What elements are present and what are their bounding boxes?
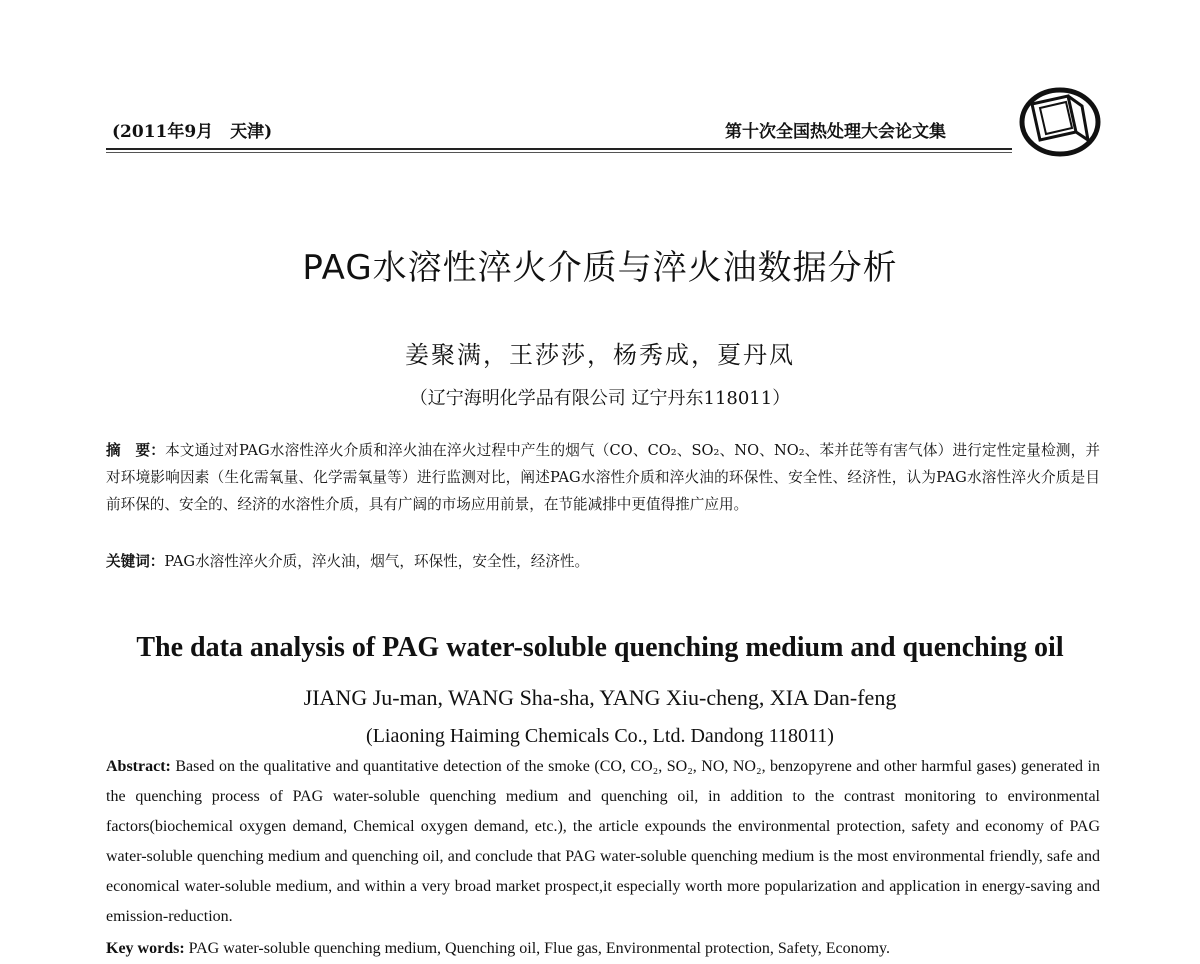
chinese-authors: 姜聚满，王莎莎，杨秀成，夏丹凤: [405, 341, 795, 369]
header-date-location: (2011年9月 天津): [112, 122, 273, 142]
chinese-abstract-text: 本文通过对PAG水溶性淬火介质和淬火油在淬火过程中产生的烟气（CO、CO₂、SO₂、NO、NO₂、苯并芘等有害气体）进行定性定量检测，并对环境影响因素（生化需氧量、化学需氧量等）进行监测对比，阐述PAG水溶性介质和淬火油的环保性、安全性、经济性，认为PAG水溶性淬火介质是目前环保的、安全的、经济的水溶性介质，具有广阔的市场应用前景，在节能减排中更值得推广应用。: [106, 442, 1100, 513]
english-keywords-label: Key words:: [106, 940, 185, 957]
chinese-keywords-text: PAG水溶性淬火介质，淬火油，烟气，环保性，安全性，经济性。: [164, 553, 590, 570]
chinese-abstract-label: 摘 要：: [106, 442, 166, 459]
chinese-abstract: [106, 437, 1100, 518]
header-rule: [106, 148, 1012, 150]
chinese-keywords: [106, 548, 1100, 575]
chinese-title: PAG水溶性淬火介质与淬火油数据分析: [302, 248, 898, 288]
english-keywords: [106, 934, 1100, 964]
header-proceedings-title: 第十次全国热处理大会论文集: [725, 122, 946, 142]
english-keywords-text: PAG water-soluble quenching medium, Quenching oil, Flue gas, Environmental protection, Safety, Economy.: [184, 940, 890, 957]
english-title: The data analysis of PAG water-soluble quenching medium and quenching oil: [136, 632, 1064, 663]
english-abstract: [106, 752, 1100, 932]
chinese-affiliation: （辽宁海明化学品有限公司 辽宁丹东118011）: [409, 388, 791, 409]
chinese-keywords-label: 关键词：: [106, 553, 165, 570]
english-affiliation: (Liaoning Haiming Chemicals Co., Ltd. Dandong 118011): [366, 725, 834, 747]
english-abstract-label: Abstract:: [106, 758, 171, 775]
book-emblem-icon: [1010, 82, 1102, 162]
english-authors: JIANG Ju-man, WANG Sha-sha, YANG Xiu-cheng, XIA Dan-feng: [303, 685, 897, 710]
english-abstract-text: Based on the qualitative and quantitative detection of the smoke (CO, CO₂, SO₂, NO, NO₂, benzopyrene and other harmful gases) generated in the quenching process of PAG water-soluble quenching medium and quenching oil, in addition to the contrast monitoring to environmental factors(biochemical oxygen demand, Chemical oxygen demand, etc.), the article expounds the environmental protection, safety and economy of PAG water-soluble quenching medium and quenching oil, and conclude that PAG water-soluble quenching medium is the most environmental friendly, safe and economical water-soluble medium, and within a very broad market prospect,it especially worth more popularization and application in energy-saving and emission-reduction.: [106, 758, 1100, 925]
header-rule-thin: [106, 152, 1012, 153]
